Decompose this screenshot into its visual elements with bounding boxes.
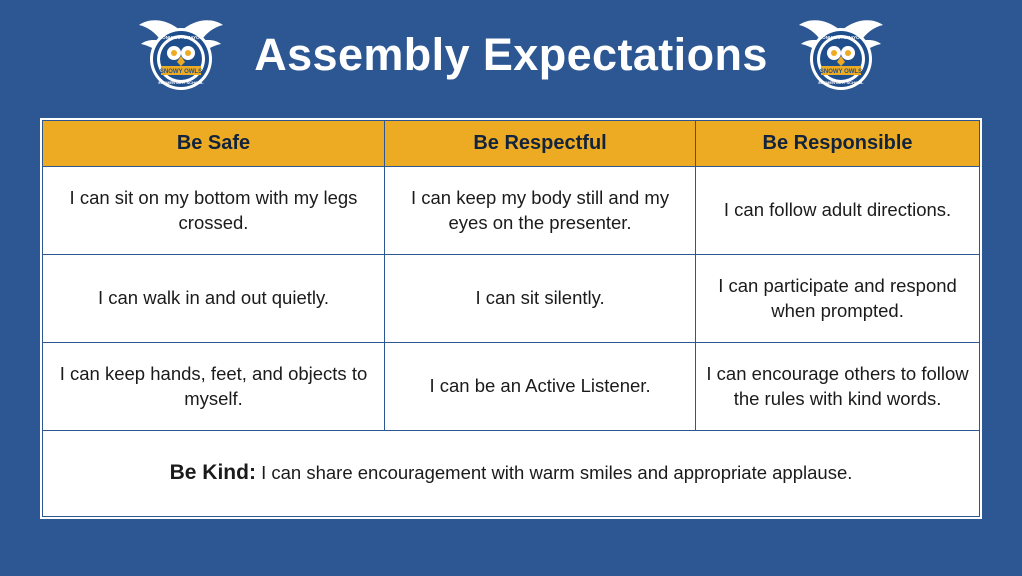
be-kind-label: Be Kind: (169, 461, 256, 485)
table-header (43, 121, 980, 167)
table-cell: I can encourage others to follow the rules with kind words. (696, 343, 980, 431)
table-row (43, 255, 980, 343)
table-cell: I can be an Active Listener. (385, 343, 696, 431)
table-cell: I can follow adult directions. (696, 167, 980, 255)
page-title: Assembly Expectations (254, 28, 768, 80)
table-cell: I can walk in and out quietly. (43, 255, 385, 343)
column-header-be-respectful: Be Respectful (385, 121, 696, 167)
table-body (43, 167, 980, 517)
table-row (43, 167, 980, 255)
column-header-be-responsible: Be Responsible (696, 121, 980, 167)
slide-header (0, 0, 1022, 92)
snowy-owls-crest-icon-left (134, 13, 228, 95)
expectations-table (42, 120, 980, 517)
table-cell: I can keep hands, feet, and objects to myself. (43, 343, 385, 431)
table-cell: I can sit silently. (385, 255, 696, 343)
svg-text:SNOWY OWLS: SNOWY OWLS (160, 69, 203, 75)
svg-text:SNOWY OWLS: SNOWY OWLS (819, 69, 862, 75)
table-cell: I can sit on my bottom with my legs crossed. (43, 167, 385, 255)
svg-text:SONIA SOTOMAYOR: SONIA SOTOMAYOR (159, 35, 203, 40)
table-cell: I can keep my body still and my eyes on the presenter. (385, 167, 696, 255)
be-kind-cell (43, 431, 980, 517)
table-footer-row (43, 431, 980, 517)
snowy-owls-crest-icon-right (794, 13, 888, 95)
table-header-row (43, 121, 980, 167)
svg-text:SONIA SOTOMAYOR: SONIA SOTOMAYOR (819, 35, 863, 40)
expectations-table-wrapper (40, 118, 982, 519)
table-row (43, 343, 980, 431)
be-kind-text: I can share encouragement with warm smiles and appropriate applause. (255, 462, 853, 484)
table-cell: I can participate and respond when prompted. (696, 255, 980, 343)
svg-text:ELEMENTARY SCHOOL: ELEMENTARY SCHOOL (818, 80, 864, 85)
svg-text:ELEMENTARY SCHOOL: ELEMENTARY SCHOOL (158, 80, 204, 85)
column-header-be-safe: Be Safe (43, 121, 385, 167)
